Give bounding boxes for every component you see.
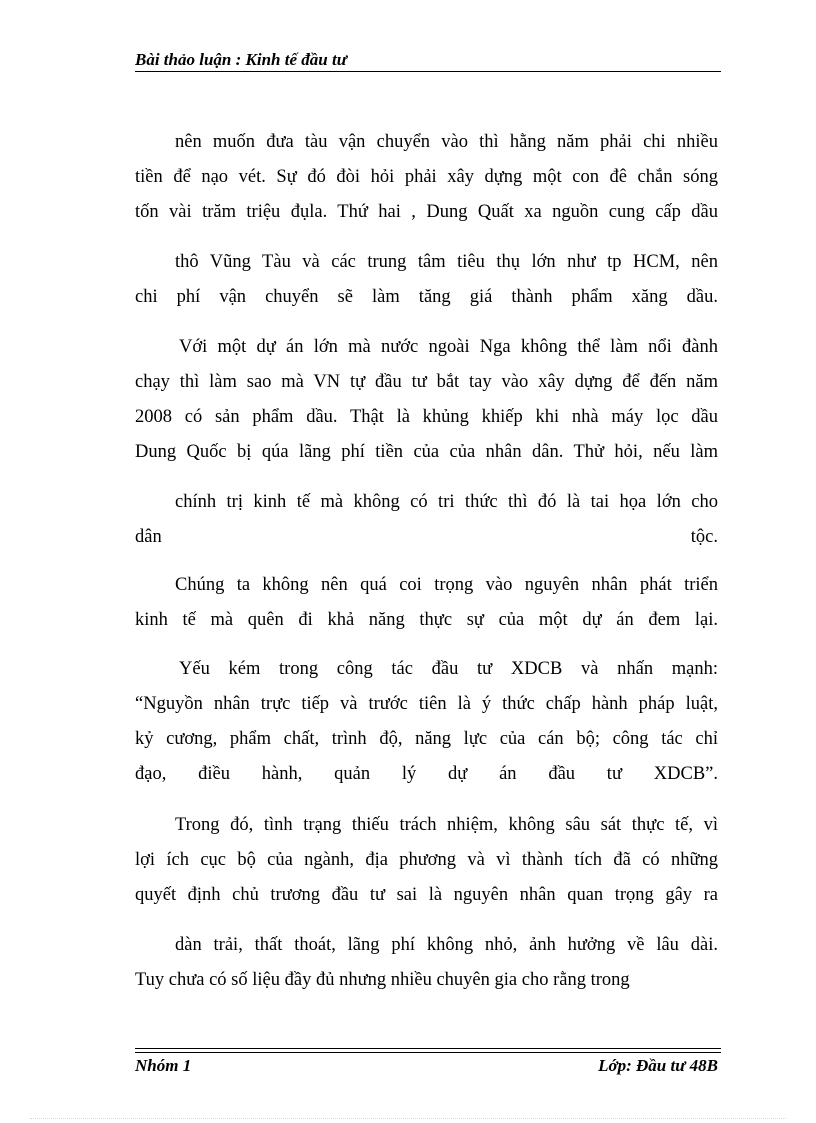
- paragraph-2: [135, 245, 718, 315]
- page-header-title: Bài thảo luận : Kinh tế đầu tư: [135, 50, 347, 69]
- text-line: Trong đó, tình trạng thiếu trách nhiệm, không sâu sát thực tế, vì: [175, 815, 718, 835]
- text-line: Tuy chưa có số liệu đầy đủ nhưng nhiều chuyên gia cho rằng trong: [135, 970, 630, 990]
- page-edge: [30, 1118, 786, 1119]
- text-line: tốn vài trăm triệu đụla. Thứ hai , Dung Quất xa nguồn cung cấp dầu: [135, 202, 718, 222]
- text-line: Yếu kém trong công tác đầu tư XDCB và nhấn mạnh:: [179, 659, 718, 679]
- paragraph-6: [135, 652, 718, 792]
- text-line: thô Vũng Tàu và các trung tâm tiêu thụ lớn như tp HCM, nên: [175, 252, 718, 272]
- paragraph-7: [135, 808, 718, 913]
- text-line: đạo, điều hành, quản lý dự án đầu tư XDCB”.: [135, 764, 718, 784]
- paragraph-4: [135, 485, 718, 555]
- text-line: Với một dự án lớn mà nước ngoài Nga không thể làm nổi đành: [179, 337, 718, 357]
- text-line: 2008 có sản phẩm dầu. Thật là khủng khiếp khi nhà máy lọc dầu: [135, 407, 718, 427]
- footer-class-label: Lớp: Đầu tư 48B: [598, 1056, 718, 1075]
- text-line: “Nguyồn nhân trực tiếp và trước tiên là ý thức chấp hành pháp luật,: [135, 694, 718, 714]
- paragraph-8: [135, 928, 718, 998]
- footer-rule: [135, 1052, 721, 1053]
- footer-rule: [135, 1048, 721, 1049]
- text-line: kỷ cương, phẩm chất, trình độ, năng lực của cán bộ; công tác chỉ: [135, 729, 718, 749]
- text-line: dàn trải, thất thoát, lãng phí không nhỏ, ảnh hưởng về lâu dài.: [175, 935, 718, 955]
- text-line: Dung Quốc bị qúa lãng phí tiền của của nhân dân. Thử hỏi, nếu làm: [135, 442, 718, 462]
- header-rule: [135, 71, 721, 72]
- text-line: chạy thì làm sao mà VN tự đầu tư bắt tay vào xây dựng để đến năm: [135, 372, 718, 392]
- text-line: lợi ích cục bộ của ngành, địa phương và vì thành tích đã có những: [135, 850, 718, 870]
- text-line: nên muốn đưa tàu vận chuyển vào thì hằng năm phải chi nhiều: [175, 132, 718, 152]
- text-line: kinh tế mà quên đi khả năng thực sự của một dự án đem lại.: [135, 610, 718, 630]
- text-line: chính trị kinh tế mà không có tri thức thì đó là tai họa lớn cho: [175, 492, 718, 512]
- text-line: chi phí vận chuyển sẽ làm tăng giá thành phẩm xăng dầu.: [135, 287, 718, 307]
- text-line: dân tộc.: [135, 527, 718, 547]
- footer-group-label: Nhóm 1: [135, 1056, 192, 1075]
- paragraph-3: [135, 330, 718, 470]
- paragraph-5: [135, 568, 718, 638]
- text-line: quyết định chủ trương đầu tư sai là nguyên nhân quan trọng gây ra: [135, 885, 718, 905]
- paragraph-1: [135, 125, 718, 230]
- text-line: tiền để nạo vét. Sự đó đòi hỏi phải xây dựng một con đê chắn sóng: [135, 167, 718, 187]
- text-line: Chúng ta không nên quá coi trọng vào nguyên nhân phát triển: [175, 575, 718, 595]
